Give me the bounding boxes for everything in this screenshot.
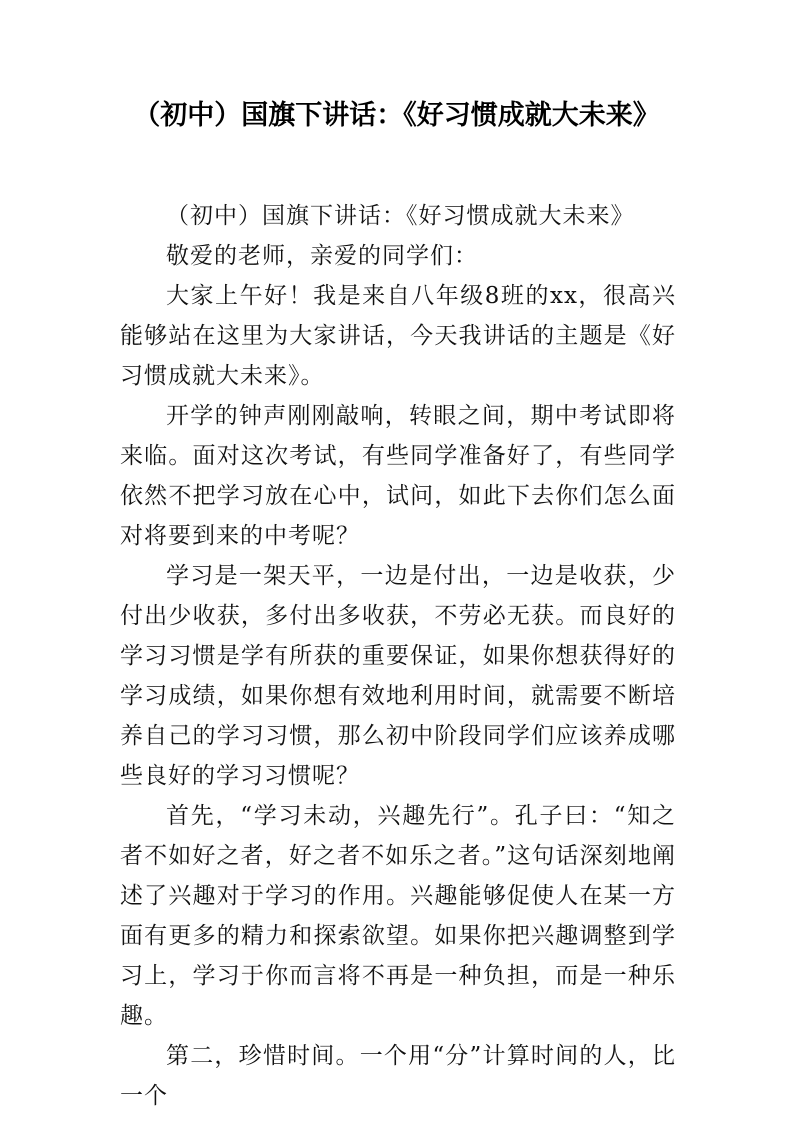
document-title: （初中）国旗下讲话：《好习惯成就大未来》 <box>133 100 660 131</box>
exam-paragraph: 开学的钟声刚刚敲响，转眼之间，期中考试即将来临。面对这次考试，有些同学准备好了，有些同学依然不把学习放在心中，试问，如此下去你们怎么面对将要到来的中考呢？ <box>120 403 676 549</box>
balance-paragraph: 学习是一架天平，一边是付出，一边是收获，少付出少收获，多付出多收获，不劳必无获。而良好的学习习惯是学有所获的重要保证，如果你想获得好的学习成绩，如果你想有效地利用时间，就需要不断培养自己的学习习惯，那么初中阶段同学们应该养成哪些良好的学习习惯呢？ <box>120 563 676 789</box>
intro-paragraph: 大家上午好！我是来自八年级8班的xx，很高兴能够站在这里为大家讲话，今天我讲话的主题是《好习惯成就大未来》。 <box>120 283 676 389</box>
salutation-paragraph: 敬爱的老师，亲爱的同学们： <box>166 243 478 269</box>
time-paragraph: 第二，珍惜时间。一个用“分”计算时间的人，比一个 <box>120 1043 676 1109</box>
interest-paragraph: 首先，“学习未动，兴趣先行”。孔子曰：“知之者不如好之者，好之者不如乐之者。”这句话深刻地阐述了兴趣对于学习的作用。兴趣能够促使人在某一方面有更多的精力和探索欲望。如果你把兴趣调整到学习上，学习于你而言将不再是一种负担，而是一种乐趣。 <box>120 803 676 1029</box>
subtitle-paragraph: （初中）国旗下讲话：《好习惯成就大未来》 <box>166 203 635 229</box>
document-body <box>120 196 676 1116</box>
